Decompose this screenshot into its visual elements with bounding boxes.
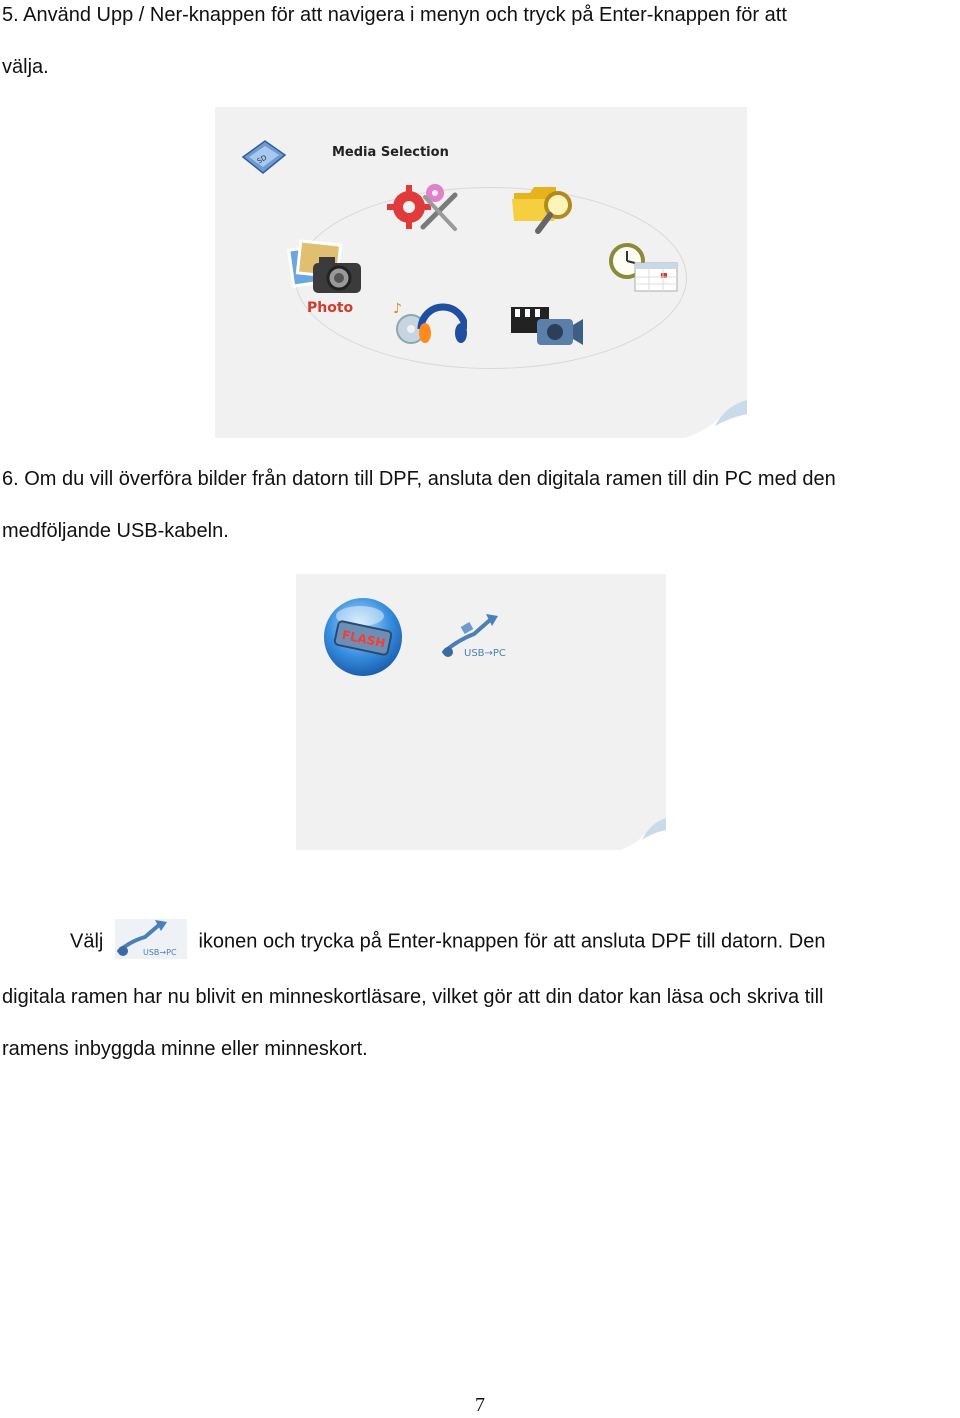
step5-line1: 5. Använd Upp / Ner-knappen för att navigera i menyn och tryck på Enter-knappen för att [2, 4, 787, 26]
photo-label: Photo [307, 300, 354, 316]
sd-card-icon [239, 137, 289, 177]
video-camera-icon[interactable] [507, 293, 587, 351]
settings-gears-icon[interactable] [385, 179, 463, 235]
media-selection-title: Media Selection [332, 145, 449, 160]
usb-selection-screenshot [296, 574, 666, 850]
step5-line2: välja. [2, 56, 49, 78]
step6-line1: 6. Om du vill överföra bilder från datorn till DPF, ansluta den digitala ramen till din PC med den [2, 468, 836, 490]
svg-text:SD: SD [255, 153, 269, 166]
usb-pc-label: USB→PC [464, 648, 506, 659]
clock-calendar-icon[interactable] [605, 239, 681, 295]
inline-usb-pc-label: USB→PC [142, 948, 177, 957]
svg-text:♪: ♪ [393, 301, 402, 317]
usb-pc-icon[interactable] [440, 612, 516, 660]
page-curl-icon-2 [620, 818, 666, 850]
body-line1-rest: ikonen och trycka på Enter-knappen för att ansluta DPF till datorn. Den [198, 930, 826, 953]
page-curl-icon [685, 400, 747, 438]
step6-line2: medföljande USB-kabeln. [2, 520, 229, 542]
photo-camera-icon[interactable] [287, 239, 369, 299]
music-headphones-icon[interactable] [387, 293, 467, 351]
body-line2: digitala ramen har nu blivit en minneskortläsare, vilket gör att din dator kan läsa och skriva till [2, 986, 824, 1008]
flash-label: FLASH [340, 627, 387, 651]
folder-search-icon[interactable] [510, 179, 582, 235]
page-number: 7 [475, 1394, 485, 1416]
body-line1 [70, 922, 826, 962]
valj-word: Välj [70, 930, 104, 953]
inline-usb-pc-icon [115, 919, 187, 959]
body-line3: ramens inbyggda minne eller minneskort. [2, 1038, 368, 1060]
media-selection-screenshot [215, 107, 747, 438]
flash-memory-icon[interactable] [322, 596, 404, 678]
